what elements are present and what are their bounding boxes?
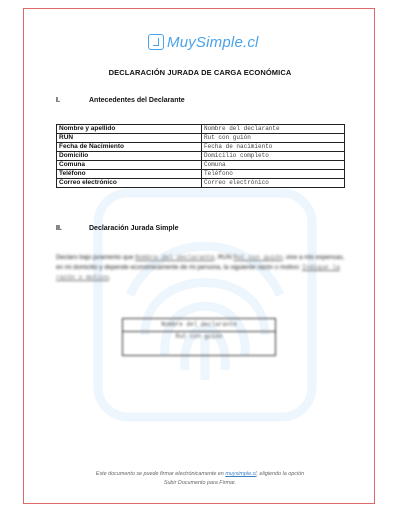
footer-line-2: Subir Documento para Firmar.: [163, 480, 237, 486]
row-label: Comuna: [57, 161, 202, 170]
table-row: [57, 161, 345, 170]
table-row: [57, 125, 345, 134]
footer-line-1: [40, 470, 360, 479]
signature-name: Nombre del declarante: [123, 319, 275, 332]
row-label: Teléfono: [57, 170, 202, 179]
table-row: [57, 143, 345, 152]
paragraph-text: , vive a mis expensas, en mi domicilio y depende económicamente de mi persona, la siguiente razón o motivo:: [56, 254, 345, 271]
row-value[interactable]: Fecha de nacimiento: [202, 143, 345, 152]
paragraph-text: , RUN: [214, 254, 234, 261]
paragraph-text: .: [108, 274, 111, 281]
section-number: II.: [56, 225, 62, 232]
rut-placeholder[interactable]: Rut con guión: [233, 254, 283, 261]
row-value[interactable]: Nombre del declarante: [202, 125, 345, 134]
signature-rut: Rut con guión: [175, 333, 223, 340]
footer-note: [40, 470, 360, 488]
footer-link[interactable]: muysimple.cl: [225, 471, 257, 477]
reason-placeholder[interactable]: Indique la razón o motivo: [56, 264, 340, 281]
row-label: Correo electrónico: [57, 179, 202, 188]
table-row: [57, 152, 345, 161]
logo-text: MuySimple.cl: [167, 33, 259, 51]
table-row: [57, 134, 345, 143]
section-title: Antecedentes del Declarante: [89, 97, 185, 104]
document-title: DECLARACIÓN JURADA DE CARGA ECONÓMICA: [108, 68, 292, 77]
row-label: Nombre y apellido: [57, 125, 202, 134]
row-value[interactable]: Comuna: [202, 161, 345, 170]
row-value[interactable]: Domicilio completo: [202, 152, 345, 161]
declarant-data-table: [56, 124, 345, 188]
table-row: [57, 179, 345, 188]
declaration-paragraph: [56, 253, 346, 283]
logo-check-icon: [148, 34, 164, 50]
name-placeholder[interactable]: Nombre del declarante: [135, 254, 215, 261]
row-label: Domicilio: [57, 152, 202, 161]
row-value[interactable]: Teléfono: [202, 170, 345, 179]
row-value[interactable]: Rut con guión: [202, 134, 345, 143]
row-label: RUN: [57, 134, 202, 143]
table-row: [57, 170, 345, 179]
section-number: I.: [56, 97, 60, 104]
row-value[interactable]: Correo electrónico: [202, 179, 345, 188]
row-label: Fecha de Nacimiento: [57, 143, 202, 152]
paragraph-text: Declaro bajo juramento que: [56, 254, 136, 261]
signature-box: [122, 318, 276, 356]
footer-text: , eligiendo la opción: [256, 471, 305, 477]
muysimple-logo[interactable]: [148, 32, 259, 52]
footer-text: Este documento se puede firmar electrónicamente en: [95, 471, 226, 477]
section-title: Declaración Jurada Simple: [89, 225, 179, 232]
